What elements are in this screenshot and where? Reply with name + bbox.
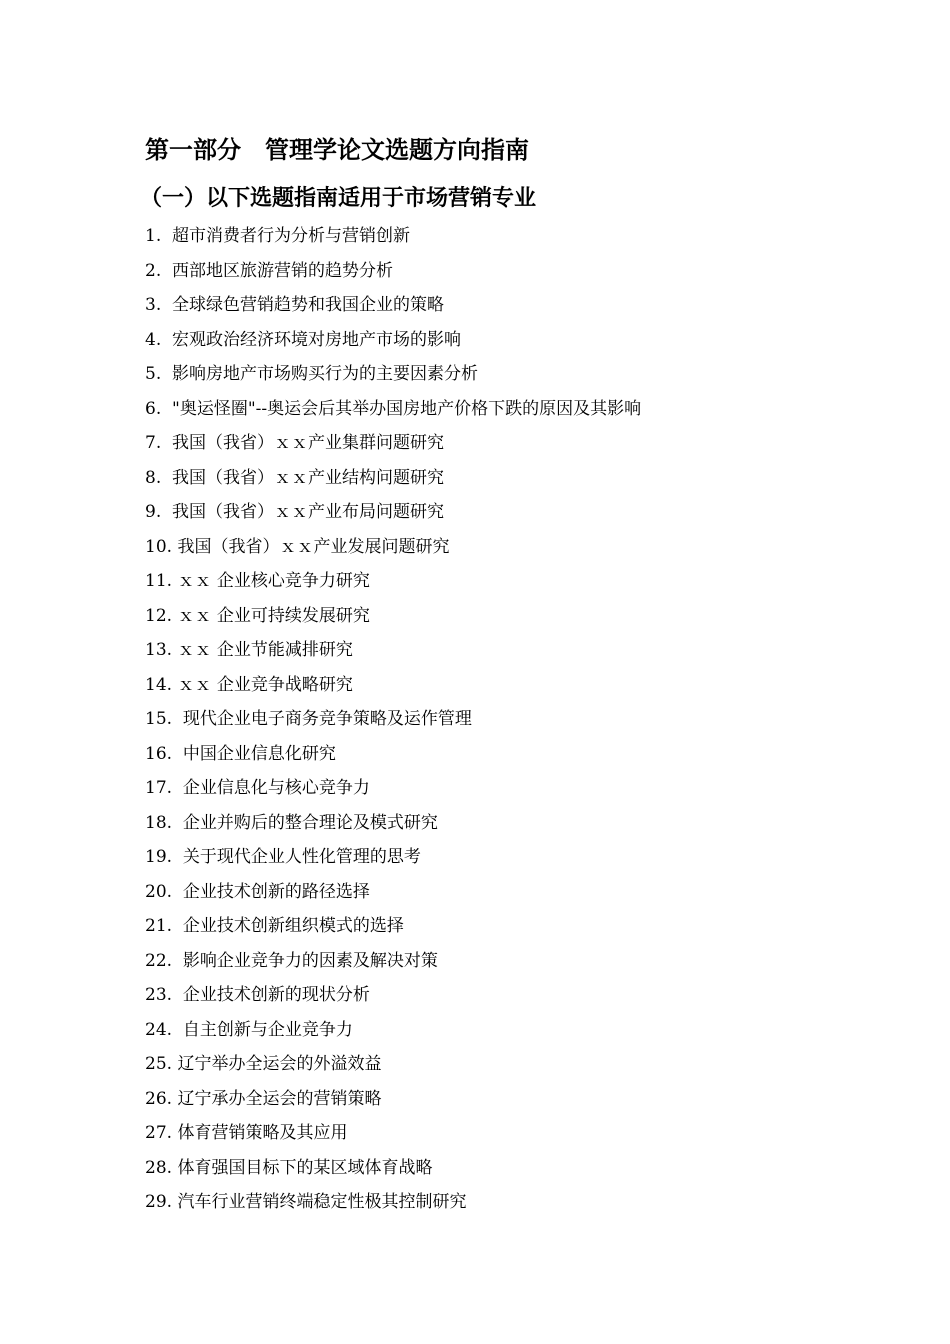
section-title: （一）以下选题指南适用于市场营销专业 xyxy=(140,186,537,211)
list-item: 14. ｘｘ 企业竞争战略研究 xyxy=(145,674,353,695)
list-item: 19. 关于现代企业人性化管理的思考 xyxy=(145,847,421,867)
list-item: 1. 超市消费者行为分析与营销创新 xyxy=(145,226,411,246)
list-item: 18. 企业并购后的整合理论及模式研究 xyxy=(145,812,438,833)
list-item: 20. 企业技术创新的路径选择 xyxy=(145,881,370,902)
list-item: 28. 体育强国目标下的某区域体育战略 xyxy=(145,1157,433,1178)
topic-list xyxy=(145,219,641,1220)
list-item: 17. 企业信息化与核心竞争力 xyxy=(145,778,370,798)
list-item: 24. 自主创新与企业竞争力 xyxy=(145,1019,353,1040)
list-item: 23. 企业技术创新的现状分析 xyxy=(145,985,370,1005)
list-item: 5. 影响房地产市场购买行为的主要因素分析 xyxy=(145,364,479,384)
list-item: 21. 企业技术创新组织模式的选择 xyxy=(145,916,404,936)
list-item: 12. ｘｘ 企业可持续发展研究 xyxy=(145,605,370,626)
list-item: 8. 我国（我省）ｘｘ产业结构问题研究 xyxy=(145,467,445,488)
list-item: 3. 全球绿色营销趋势和我国企业的策略 xyxy=(145,295,445,315)
list-item: 9. 我国（我省）ｘｘ产业布局问题研究 xyxy=(145,502,445,522)
list-item: 25. 辽宁举办全运会的外溢效益 xyxy=(145,1054,382,1074)
list-item: 2. 西部地区旅游营销的趋势分析 xyxy=(145,260,394,281)
list-item: 26. 辽宁承办全运会的营销策略 xyxy=(145,1088,382,1109)
list-item: 4. 宏观政治经济环境对房地产市场的影响 xyxy=(145,329,462,350)
part-title: 第一部分 管理学论文选题方向指南 xyxy=(145,136,529,164)
list-item: 10. 我国（我省）ｘｘ产业发展问题研究 xyxy=(145,536,450,557)
list-item: 16. 中国企业信息化研究 xyxy=(145,743,336,764)
list-item: 6. "奥运怪圈"--奥运会后其举办国房地产价格下跌的原因及其影响 xyxy=(145,398,642,419)
list-item: 13. ｘｘ 企业节能减排研究 xyxy=(145,640,353,660)
list-item: 29. 汽车行业营销终端稳定性极其控制研究 xyxy=(145,1192,467,1212)
list-item: 7. 我国（我省）ｘｘ产业集群问题研究 xyxy=(145,433,445,453)
list-item: 11. ｘｘ 企业核心竞争力研究 xyxy=(145,571,370,591)
list-item: 22. 影响企业竞争力的因素及解决对策 xyxy=(145,950,438,971)
list-item: 15. 现代企业电子商务竞争策略及运作管理 xyxy=(145,709,472,729)
list-item: 27. 体育营销策略及其应用 xyxy=(145,1123,348,1143)
